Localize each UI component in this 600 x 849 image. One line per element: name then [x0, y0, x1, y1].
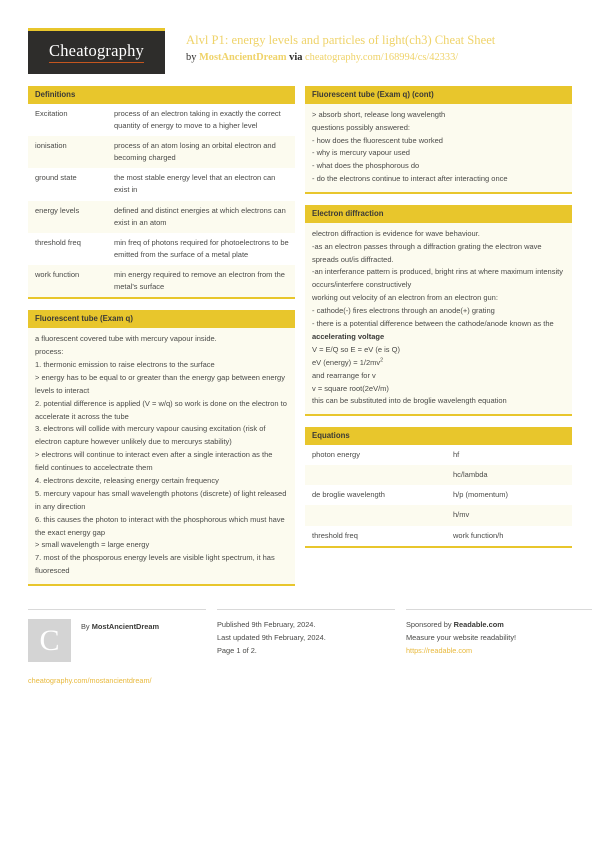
equation-formula: hf: [453, 450, 460, 460]
section-equations: [305, 427, 572, 547]
left-column: [28, 86, 295, 597]
source-url-link[interactable]: cheatography.com/168994/cs/42333/: [305, 51, 459, 63]
body-line: 1. thermonic emission to raise electrons to the surface: [35, 359, 215, 369]
logo-text: Cheatography: [49, 42, 144, 62]
sponsor-line: [406, 619, 592, 632]
definition-text: defined and distinct energies at which electrons can exist in an atom: [107, 201, 295, 233]
footer-dates-block: [217, 609, 395, 688]
content-columns: [28, 86, 572, 597]
byline-via: via: [286, 51, 306, 63]
author-profile-link[interactable]: cheatography.com/mostancientdream/: [28, 676, 152, 686]
fluorescent-tube-cont-body: [305, 104, 572, 192]
body-line: -as an electron passes through a diffraction grating the electron wave spreads out/is diffracted.: [312, 241, 542, 264]
body-line: > small wavelength = large energy: [35, 540, 150, 550]
body-line: - how does the fluorescent tube worked: [312, 135, 443, 145]
body-line: a fluorescent covered tube with mercury vapour inside.: [35, 334, 217, 344]
fluorescent-tube-body: [28, 328, 295, 584]
body-line: 3. electrons will collide with mercury vapour causing excitation (risk of electron capture however unlikely due to mercurys stability): [35, 424, 266, 447]
footer-sponsor-block: [406, 609, 592, 688]
body-line-ev-equation: eV (energy) = $1/2mv^2$: [312, 357, 384, 367]
sponsor-link[interactable]: https://readable.com: [406, 645, 473, 655]
table-row: [28, 201, 295, 233]
table-row: [305, 505, 572, 525]
equation-formula: h/p (momentum): [453, 490, 509, 500]
page-number: Page 1 of 2.: [217, 645, 257, 655]
equation-formula: work function/h: [453, 530, 504, 540]
exponent: 2: [380, 357, 384, 364]
table-row: [28, 265, 295, 297]
equation-name: threshold freq: [312, 530, 358, 540]
body-line: 7. most of the phosporous energy levels are visible light spectrum, it has fluoresced: [35, 553, 275, 576]
section-definitions: [28, 86, 295, 299]
definition-term: work function: [28, 265, 107, 297]
equation-name: de broglie wavelength: [312, 490, 385, 500]
definition-term: ionisation: [28, 136, 107, 168]
equation-name: [305, 465, 446, 485]
page-footer: [28, 609, 572, 688]
body-line: working out velocity of an electron from an electron gun:: [312, 293, 498, 303]
definition-text: process of an atom losing an orbital electron and becoming charged: [107, 136, 295, 168]
body-line: V = E/Q so E = eV (e is Q): [312, 344, 400, 354]
table-row: [305, 485, 572, 505]
body-line: process:: [35, 347, 64, 357]
sponsor-prefix: Sponsored by: [406, 620, 454, 630]
section-heading-electron-diffraction: Electron diffraction: [305, 205, 572, 223]
body-line: v = square root(2eV/m): [312, 383, 389, 393]
sponsor-name: Readable.com: [453, 620, 504, 630]
footer-author-block: [28, 609, 206, 688]
body-line: electron diffraction is evidence for wave behaviour.: [312, 228, 480, 238]
page-title: Alvl P1: energy levels and particles of light(ch3) Cheat Sheet: [186, 33, 496, 47]
table-row: [305, 445, 572, 465]
header-titles: [165, 28, 572, 65]
equation-formula: h/mv: [446, 505, 572, 525]
body-line: > energy has to be equal to or greater than the energy gap between energy levels to interact: [35, 372, 285, 395]
definitions-table: [28, 104, 295, 298]
definition-text: the most stable energy level that an electron can exist in: [114, 173, 276, 195]
table-row: [305, 526, 572, 546]
body-line: 2. potential difference is applied (V = w/q) so work is done on the electron to accelerate it across the tube: [35, 398, 287, 421]
equation-name: [305, 505, 446, 525]
author-name: MostAncientDream: [91, 622, 160, 632]
published-date: Published 9th February, 2024.: [217, 620, 316, 630]
avatar: C: [28, 619, 71, 662]
cheatography-logo[interactable]: [28, 28, 165, 74]
body-line: and rearrange for v: [312, 370, 376, 380]
definition-term: Excitation: [35, 108, 68, 118]
body-line: this can be substituted into de broglie wavelength equation: [312, 396, 507, 406]
section-heading-definitions: Definitions: [28, 86, 295, 104]
definition-term: energy levels: [28, 201, 107, 233]
byline-prefix: by: [186, 51, 199, 63]
sponsor-tagline: Measure your website readability!: [406, 633, 517, 643]
updated-date: Last updated 9th February, 2024.: [217, 633, 326, 643]
electron-diffraction-body: [305, 223, 572, 414]
body-line-accelerating-voltage: - there is a potential difference between the cathode/anode known as the accelerating voltage: [312, 319, 554, 341]
section-electron-diffraction: [305, 205, 572, 416]
table-row: [28, 168, 295, 200]
definition-term: ground state: [35, 173, 77, 183]
accelerating-voltage-term: accelerating voltage: [312, 331, 385, 341]
byline: [186, 51, 572, 65]
author-label: [71, 619, 159, 634]
equation-name: photon energy: [312, 450, 360, 460]
definition-term: threshold freq: [35, 237, 81, 247]
table-row: [28, 136, 295, 168]
equations-table: [305, 445, 572, 546]
author-link[interactable]: MostAncientDream: [199, 51, 287, 63]
table-row: [28, 233, 295, 265]
table-row: [305, 465, 572, 485]
page-header: [28, 28, 572, 76]
body-line: - cathode(-) fires electrons through an anode(+) grating: [312, 306, 495, 316]
section-fluorescent-tube: [28, 310, 295, 586]
body-line: 5. mercury vapour has small wavelength photons (discrete) of light released in any direction: [35, 488, 287, 511]
section-heading-equations: Equations: [305, 427, 572, 445]
definition-text: min freq of photons required for photoelectrons to be emitted from the surface of a metal plate: [114, 237, 289, 259]
body-line: - do the electrons continue to interact after interacting once: [312, 174, 508, 184]
author-by-prefix: By: [81, 622, 92, 632]
definition-text: min energy required to remove an electron from the metal's surface: [107, 265, 295, 297]
author-row: [28, 619, 206, 662]
definition-text: process of an electron taking in exactly the correct quantity of energy to move to a higher level: [114, 108, 281, 130]
body-line: -an interferance pattern is produced, bright rins at where maximum intensity occurs/interfere constructively: [312, 267, 563, 290]
section-heading-fluorescent-tube-cont: Fluorescent tube (Exam q) (cont): [305, 86, 572, 104]
body-line: - why is mercury vapour used: [312, 148, 410, 158]
body-line: - what does the phosphorous do: [312, 161, 420, 171]
table-row: [28, 104, 295, 136]
section-fluorescent-tube-cont: [305, 86, 572, 194]
body-line: > absorb short, release long wavelength: [312, 109, 446, 119]
equation-formula: hc/lambda: [446, 465, 572, 485]
section-heading-fluorescent-tube: Fluorescent tube (Exam q): [28, 310, 295, 328]
body-line: questions possibly answered:: [312, 122, 410, 132]
body-line: > electrons will continue to interact even after a single interaction as the field continues to accelectrate them: [35, 450, 273, 473]
right-column: [305, 86, 572, 559]
body-line: 4. electrons dexcite, releasing energy certain frequency: [35, 475, 219, 485]
body-line: 6. this causes the photon to interact with the phosphorous which must have the exact energy gap: [35, 514, 285, 537]
